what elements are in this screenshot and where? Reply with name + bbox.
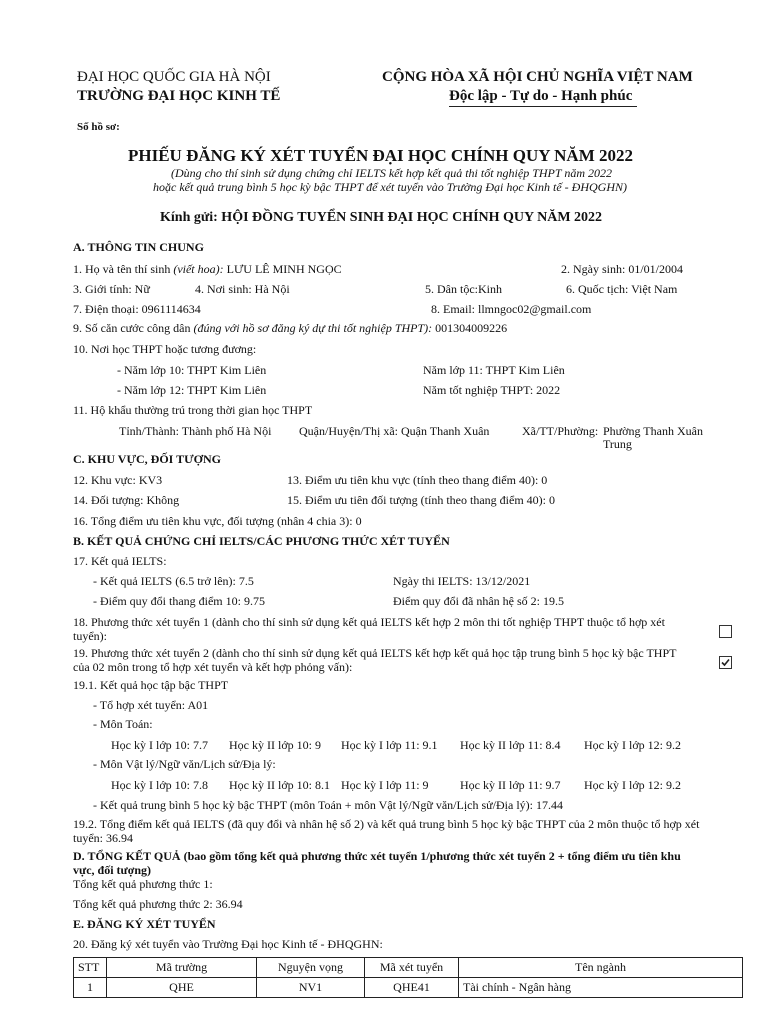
motto: Độc lập - Tự do - Hạnh phúc [449, 88, 633, 104]
math-score-1: Học kỳ I lớp 10: 7.7 [111, 738, 209, 752]
email: 8. Email: llmngoc02@gmail.com [431, 302, 592, 316]
citizen-id-field [73, 321, 507, 336]
nationality: 6. Quốc tịch: Việt Nam [566, 282, 678, 296]
page-title: PHIẾU ĐĂNG KÝ XÉT TUYỂN ĐẠI HỌC CHÍNH QUY NĂM 2022 [128, 146, 633, 165]
method-2-total: Tổng kết quả phương thức 2: 36.94 [73, 897, 243, 911]
combined-total: 19.2. Tổng điểm kết quả IELTS (đã quy đổi và nhân hệ số 2) và kết quả trung bình 5 học kỳ bậc THPT của 2 môn thuộc tổ hợp xét [73, 817, 700, 831]
phone: 7. Điện thoại: 0961114634 [73, 302, 201, 316]
full-name-value: LƯU LÊ MINH NGỌC [226, 262, 342, 276]
residence-district: Quận/Huyện/Thị xã: Quận Thanh Xuân [299, 424, 490, 438]
checkmark-icon [720, 657, 731, 668]
ielts-heading: 17. Kết quả IELTS: [73, 554, 167, 568]
table-header-row [74, 958, 743, 978]
math-heading: - Môn Toán: [93, 717, 153, 731]
other-score-5: Học kỳ I lớp 12: 9.2 [584, 778, 682, 792]
grade-10-school: - Năm lớp 10: THPT Kim Liên [117, 363, 267, 377]
math-score-3: Học kỳ I lớp 11: 9.1 [341, 738, 438, 752]
total-priority-points: 16. Tổng điểm ưu tiên khu vực, đối tượng (nhân 4 chia 3): 0 [73, 514, 362, 528]
other-score-4: Học kỳ II lớp 11: 9.7 [460, 778, 561, 792]
section-c-heading: C. KHU VỰC, ĐỐI TƯỢNG [73, 452, 222, 466]
citizen-id-hint: (đúng với hồ sơ đăng ký dự thi tốt nghiệp THPT): [193, 321, 433, 335]
residence-ward-value: Phường Thanh Xuân [603, 424, 703, 438]
method-1-total: Tổng kết quả phương thức 1: [73, 877, 213, 891]
citizen-id-value: 001304009226 [435, 321, 508, 335]
section-e-heading: E. ĐĂNG KÝ XÉT TUYỂN [73, 917, 216, 931]
average-result: - Kết quả trung bình 5 học kỳ bậc THPT (môn Toán + môn Vật lý/Ngữ văn/Lịch sử/Địa lý): 17.44 [93, 798, 563, 812]
full-name-hint: (viết hoa): [173, 262, 224, 276]
area-priority-points: 13. Điểm ưu tiên khu vực (tính theo thang điểm 40): 0 [287, 473, 548, 487]
subject-priority-points: 15. Điểm ưu tiên đối tượng (tính theo thang điểm 40): 0 [287, 493, 555, 507]
university-name: ĐẠI HỌC QUỐC GIA HÀ NỘI [77, 69, 271, 85]
row-stt: 1 [74, 978, 107, 998]
priority-subject: 14. Đối tượng: Không [73, 493, 180, 507]
column-header-stt: STT [74, 958, 107, 978]
subtitle-line-1: (Dùng cho thí sinh sử dụng chứng chỉ IELTS kết hợp kết quả thi tốt nghiệp THPT năm 2022 [171, 166, 613, 180]
combined-total-cont: tuyển: 36.94 [73, 831, 133, 845]
other-score-1: Học kỳ I lớp 10: 7.8 [111, 778, 209, 792]
residence-province: Tỉnh/Thành: Thành phố Hà Nội [119, 424, 272, 438]
country-name: CỘNG HÒA XÃ HỘI CHỦ NGHĨA VIỆT NAM [382, 69, 693, 85]
ielts-score: - Kết quả IELTS (6.5 trở lên): 7.5 [93, 574, 254, 588]
subtitle-line-2: hoặc kết quả trung bình 5 học kỳ bậc THPT để xét tuyển vào Trường Đại học Kinh tế - ĐHQGHN) [153, 180, 627, 194]
math-score-5: Học kỳ I lớp 12: 9.2 [584, 738, 682, 752]
section-a-heading: A. THÔNG TIN CHUNG [73, 240, 204, 254]
math-score-2: Học kỳ II lớp 10: 9 [229, 738, 321, 752]
method-2-text: 19. Phương thức xét tuyển 2 (dành cho thí sinh sử dụng kết quả IELTS kết hợp kết quả học tập trung bình 5 học kỳ bậc THPT [73, 646, 677, 660]
graduation-year: Năm tốt nghiệp THPT: 2022 [423, 383, 561, 397]
table-row [74, 978, 743, 998]
row-school-code: QHE [107, 978, 257, 998]
ielts-converted-score: - Điểm quy đổi thang điểm 10: 9.75 [93, 594, 265, 608]
method-2-text-cont: của 02 môn trong tổ hợp xét tuyển và kết hợp phỏng vấn): [73, 660, 353, 674]
file-number-label: Số hồ sơ: [77, 121, 120, 133]
date-of-birth: 2. Ngày sinh: 01/01/2004 [561, 262, 683, 276]
full-name-field [73, 262, 342, 277]
residence-ward-label: Xã/TT/Phường: [522, 424, 599, 438]
other-score-3: Học kỳ I lớp 11: 9 [341, 778, 429, 792]
registration-intro: 20. Đăng ký xét tuyển vào Trường Đại học Kinh tế - ĐHQGHN: [73, 937, 383, 951]
high-school-heading: 10. Nơi học THPT hoặc tương đương: [73, 342, 257, 356]
residence-heading: 11. Hộ khẩu thường trú trong thời gian học THPT [73, 403, 313, 417]
column-header-school-code: Mã trường [107, 958, 257, 978]
column-header-admission-code: Mã xét tuyển [365, 958, 459, 978]
method-1-text: 18. Phương thức xét tuyển 1 (dành cho thí sinh sử dụng kết quả IELTS kết hợp 2 môn thi tốt nghiệp THPT thuộc tổ hợp xét [73, 615, 665, 629]
row-admission-code: QHE41 [365, 978, 459, 998]
subject-combination: - Tổ hợp xét tuyển: A01 [93, 698, 209, 712]
method-1-checkbox[interactable] [719, 625, 732, 638]
birthplace: 4. Nơi sinh: Hà Nội [195, 282, 290, 296]
other-score-2: Học kỳ II lớp 10: 8.1 [229, 778, 330, 792]
grade-12-school: - Năm lớp 12: THPT Kim Liên [117, 383, 267, 397]
ielts-test-date: Ngày thi IELTS: 13/12/2021 [393, 574, 531, 588]
method-2-checkbox[interactable] [719, 656, 732, 669]
gender: 3. Giới tính: Nữ [73, 282, 150, 296]
ethnicity: 5. Dân tộc:Kinh [425, 282, 502, 296]
math-score-4: Học kỳ II lớp 11: 8.4 [460, 738, 561, 752]
row-preference: NV1 [257, 978, 365, 998]
section-d-heading-cont: vực, đối tượng) [73, 863, 152, 877]
faculty-name: TRƯỜNG ĐẠI HỌC KINH TẾ [77, 88, 281, 104]
registration-table [73, 957, 743, 998]
academic-results-heading: 19.1. Kết quả học tập bậc THPT [73, 678, 229, 692]
section-d-heading: D. TỔNG KẾT QUẢ (bao gồm tổng kết quả phương thức xét tuyển 1/phương thức xét tuyển 2 + tổng điểm ưu tiên khu [73, 849, 681, 863]
priority-area: 12. Khu vực: KV3 [73, 473, 163, 487]
section-b-heading: B. KẾT QUẢ CHỨNG CHỈ IELTS/CÁC PHƯƠNG THỨC XÉT TUYỂN [73, 534, 450, 548]
method-1-text-cont: tuyển): [73, 629, 107, 643]
residence-ward-value-cont: Trung [603, 437, 632, 451]
row-major-name: Tài chính - Ngân hàng [459, 978, 743, 998]
grade-11-school: Năm lớp 11: THPT Kim Liên [423, 363, 565, 377]
column-header-major-name: Tên ngành [459, 958, 743, 978]
full-name-label: 1. Họ và tên thí sinh [73, 262, 171, 276]
ielts-converted-x2: Điểm quy đổi đã nhân hệ số 2: 19.5 [393, 594, 564, 608]
other-subject-heading: - Môn Vật lý/Ngữ văn/Lịch sử/Địa lý: [93, 757, 276, 771]
motto-underline [449, 106, 637, 107]
column-header-preference: Nguyện vọng [257, 958, 365, 978]
recipient: Kính gửi: HỘI ĐỒNG TUYỂN SINH ĐẠI HỌC CHÍNH QUY NĂM 2022 [160, 210, 603, 225]
citizen-id-label: 9. Số căn cước công dân [73, 321, 191, 335]
